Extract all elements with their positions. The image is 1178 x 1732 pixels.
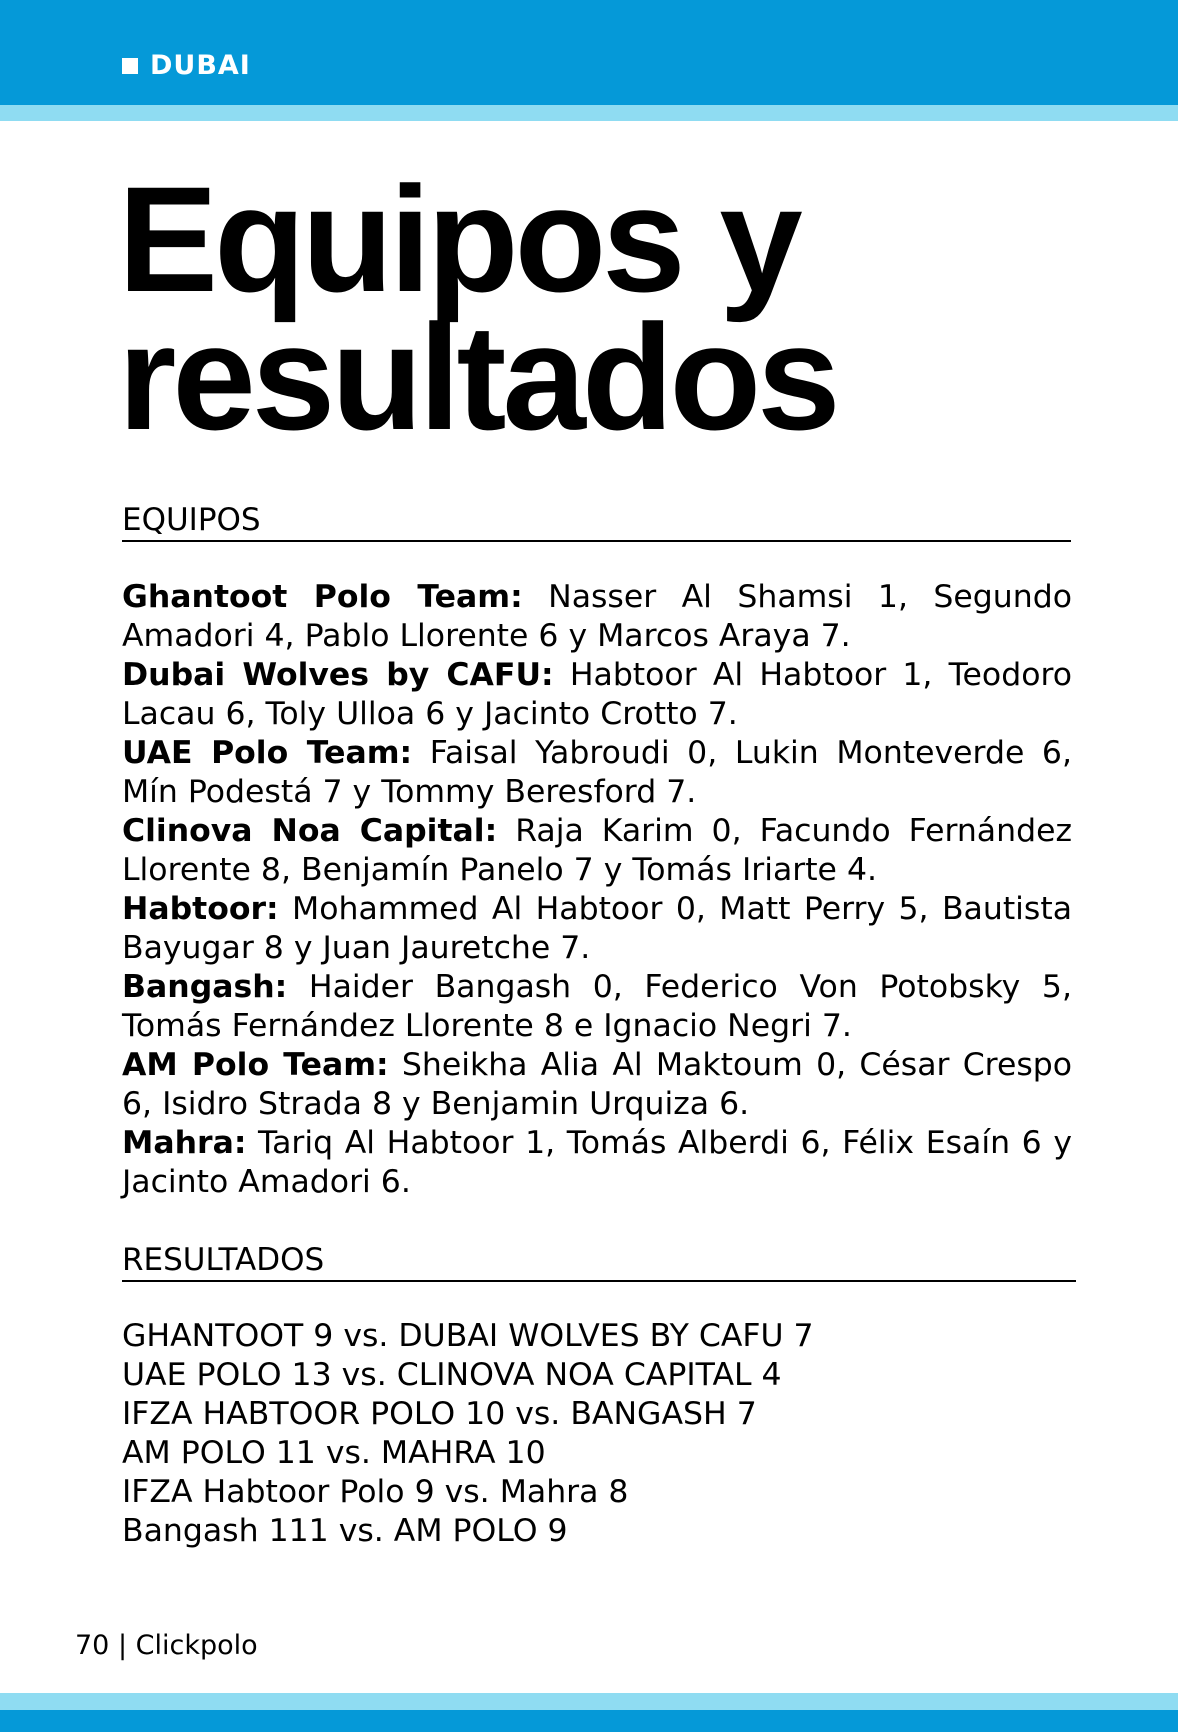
result-line: UAE POLO 13 vs. CLINOVA NOA CAPITAL 4	[122, 1357, 782, 1393]
team-name: AM Polo Team:	[122, 1047, 389, 1083]
team-entry	[122, 656, 1072, 734]
team-name: Mahra:	[122, 1125, 247, 1161]
team-players: Tariq Al Habtoor 1, Tomás Alberdi 6, Félix Esaín 6 y Jacinto Amadori 6.	[122, 1125, 1072, 1200]
page-title-line-2: resultados	[118, 293, 837, 461]
section-label: DUBAI	[150, 50, 251, 81]
team-players: Raja Karim 0, Facundo Fernández Llorente 8, Benjamín Panelo 7 y Tomás Iriarte 4.	[122, 813, 1072, 888]
team-players: Mohammed Al Habtoor 0, Matt Perry 5, Bautista Bayugar 8 y Juan Jauretche 7.	[122, 891, 1072, 966]
section-tag	[122, 50, 251, 81]
result-line: AM POLO 11 vs. MAHRA 10	[122, 1435, 546, 1471]
team-entry	[122, 968, 1072, 1046]
results-heading: RESULTADOS	[122, 1240, 1076, 1282]
team-name: Ghantoot Polo Team:	[122, 579, 523, 615]
team-entry	[122, 890, 1072, 968]
square-bullet-icon	[122, 58, 138, 74]
page-number: 70	[75, 1630, 110, 1661]
footer-stripe	[0, 1693, 1178, 1710]
footer-separator: |	[109, 1630, 136, 1661]
team-players: Habtoor Al Habtoor 1, Teodoro Lacau 6, Toly Ulloa 6 y Jacinto Crotto 7.	[122, 657, 1072, 732]
team-entry	[122, 1046, 1072, 1124]
team-name: Clinova Noa Capital:	[122, 813, 498, 849]
publication-name: Clickpolo	[135, 1630, 258, 1661]
page-title-line-1: Equipos y	[118, 155, 799, 323]
teams-heading: EQUIPOS	[122, 500, 1071, 542]
page-footer	[75, 1629, 258, 1663]
team-players: Haider Bangash 0, Federico Von Potobsky 5, Tomás Fernández Llorente 8 e Ignacio Negri 7.	[122, 969, 1072, 1044]
team-players: Nasser Al Shamsi 1, Segundo Amadori 4, Pablo Llorente 6 y Marcos Araya 7.	[122, 579, 1072, 654]
team-players: Faisal Yabroudi 0, Lukin Monteverde 6, Mín Podestá 7 y Tommy Beresford 7.	[122, 735, 1072, 810]
team-entry	[122, 734, 1072, 812]
result-line: Bangash 111 vs. AM POLO 9	[122, 1513, 568, 1549]
team-name: Dubai Wolves by CAFU:	[122, 657, 554, 693]
header-stripe	[0, 105, 1178, 121]
team-players: Sheikha Alia Al Maktoum 0, César Crespo 6, Isidro Strada 8 y Benjamin Urquiza 6.	[122, 1047, 1073, 1122]
page-title	[118, 155, 837, 461]
result-line: IFZA HABTOOR POLO 10 vs. BANGASH 7	[122, 1396, 757, 1432]
team-entry	[122, 578, 1072, 656]
results-list	[122, 1317, 1072, 1551]
team-entry	[122, 1124, 1072, 1202]
team-name: Bangash:	[122, 969, 288, 1005]
team-entry	[122, 812, 1072, 890]
teams-list	[122, 578, 1072, 1202]
result-line: GHANTOOT 9 vs. DUBAI WOLVES BY CAFU 7	[122, 1318, 814, 1354]
team-name: Habtoor:	[122, 891, 279, 927]
result-line: IFZA Habtoor Polo 9 vs. Mahra 8	[122, 1474, 629, 1510]
team-name: UAE Polo Team:	[122, 735, 413, 771]
footer-bar	[0, 1710, 1178, 1732]
